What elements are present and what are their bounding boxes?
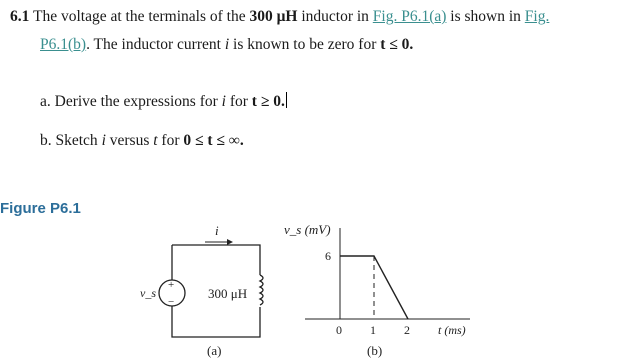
source-plus: + — [168, 279, 175, 291]
x-axis-label: t (ms) — [438, 323, 466, 337]
problem-line-2: P6.1(b). The inductor current i is known to be zero for t ≤ 0. — [40, 36, 414, 53]
circuit-diagram — [130, 225, 280, 360]
x-tick-0: 0 — [336, 323, 342, 337]
inductor-coil — [260, 275, 263, 305]
fig-link-a[interactable]: Fig. P6.1(a) — [372, 8, 447, 25]
text-cursor — [286, 92, 287, 108]
source-label: v_s — [140, 286, 156, 300]
y-tick-6: 6 — [325, 249, 331, 263]
problem-line-1: 6.1 The voltage at the terminals of the 300 μH inductor in Fig. P6.1(a) is shown in Fig. — [10, 8, 550, 25]
source-minus: − — [168, 296, 175, 308]
current-arrowhead — [227, 239, 233, 245]
circuit-wire — [172, 245, 260, 275]
part-a: a. Derive the expressions for i for t ≥ 0. — [40, 93, 285, 110]
fig-link-b-start[interactable]: Fig. — [524, 8, 550, 25]
y-axis-label: v_s (mV) — [284, 222, 331, 237]
x-tick-2: 2 — [404, 323, 410, 337]
circuit-caption: (a) — [207, 343, 222, 358]
voltage-graph — [280, 218, 500, 360]
fig-link-b[interactable]: P6.1(b) — [40, 36, 87, 53]
inductor-label: 300 μH — [208, 286, 248, 301]
graph-caption: (b) — [367, 343, 383, 358]
problem-number: 6.1 — [10, 8, 30, 25]
x-tick-1: 1 — [370, 323, 376, 337]
figure-title: Figure P6.1 — [0, 200, 81, 217]
part-b: b. Sketch i versus t for 0 ≤ t ≤ ∞. — [40, 132, 244, 149]
current-label: i — [215, 225, 219, 238]
